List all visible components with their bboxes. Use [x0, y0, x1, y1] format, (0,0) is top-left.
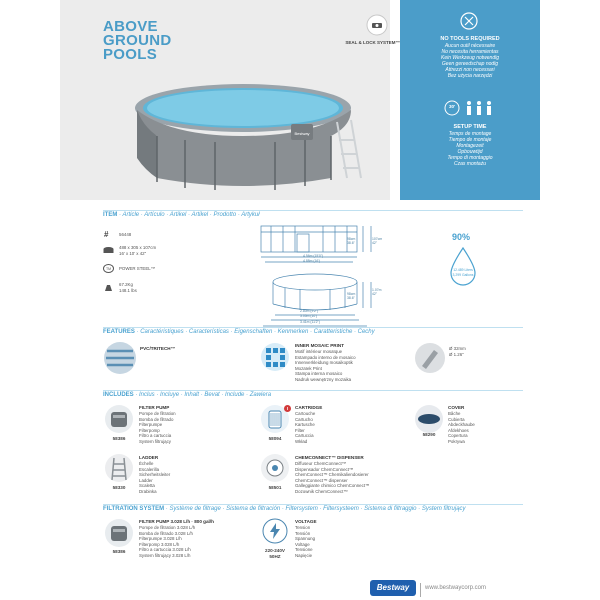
- chem-code: 58501: [268, 485, 282, 490]
- capacity-metric: 12.489 Liters: [453, 268, 473, 272]
- voltage-heading: VOLTAGE: [295, 519, 317, 524]
- filter-line: Pompe de filtration: [139, 411, 176, 416]
- voltage-line: Voltage: [295, 541, 310, 547]
- filtration-pump-translations: [139, 525, 195, 559]
- ladder-line: Drabinka: [139, 488, 157, 494]
- features-rule: [103, 327, 523, 328]
- filter-pump-icon: [104, 404, 134, 434]
- filtration-pump-line: Filtro a cartuccia 3.028 L/h: [139, 547, 191, 553]
- mosaic-translations: [295, 349, 356, 383]
- pipe-diameter-in: Ø 1.26": [449, 352, 464, 357]
- mosaic-line: Motif intérieur mosaïque: [295, 349, 343, 354]
- includes-rule: [103, 390, 523, 391]
- svg-text:TM: TM: [105, 267, 112, 271]
- cartridge-translations: [295, 411, 315, 445]
- size-metric: 488 x 305 x 107cm: [119, 245, 157, 250]
- cover-line: Afdekhoes: [448, 427, 469, 433]
- weight-imperial: 148.1 lbs: [119, 288, 137, 293]
- footer-divider: [420, 583, 421, 597]
- chem-translations: [295, 461, 369, 495]
- item-heading: ITEM: [103, 212, 118, 218]
- cover-line: Abdeckhaube: [448, 422, 475, 428]
- setup-line: Temps de montage: [448, 131, 492, 137]
- voltage-translations: [295, 525, 315, 559]
- no-tools-icon: [460, 12, 478, 30]
- includes-section-header: [103, 392, 271, 398]
- voltage-line: Spannung: [295, 536, 316, 542]
- filtration-heading: FILTRATION SYSTEM: [103, 506, 165, 512]
- cartridge-line: Cartucho: [295, 416, 313, 422]
- filtration-pump-line: Bomba de filtrado 3.028 L/h: [139, 530, 193, 536]
- filtration-rule: [103, 504, 523, 505]
- voltage-value: 220-240V: [265, 548, 285, 553]
- filter-line: System filtrujący: [139, 438, 171, 444]
- filter-line: Filterpomp: [139, 427, 160, 433]
- hero-title: [103, 20, 243, 62]
- setup-line: Tempo di montaggio: [447, 155, 493, 161]
- chem-line: ChemConnect™ Chemikaliendosierer: [295, 472, 369, 478]
- frame-type: POWER STEEL™: [119, 266, 156, 271]
- hash-icon: #: [104, 230, 109, 239]
- svg-text:Bestway: Bestway: [294, 131, 310, 136]
- mosaic-heading: INNER MOSAIC PRINT: [295, 343, 345, 348]
- includes-translations: · Inclus · Incluye · Inhalt · Bevat · Include · Zawiera: [135, 392, 272, 398]
- seal-label: SEAL & LOCK SYSTEM™: [345, 40, 400, 45]
- mosaic-line: Innenverkleidung mosaikoptik: [295, 360, 353, 366]
- title-line-2: GROUND: [103, 32, 172, 49]
- filtration-pump-code: 58386: [112, 549, 126, 554]
- no-tools-line: Aucun outil nécessaire: [444, 43, 496, 49]
- dim-side-h: 1.07m: [372, 288, 382, 292]
- cover-heading: COVER: [448, 405, 465, 410]
- cartridge-line: Wkład: [295, 438, 308, 444]
- size-imperial: 16' x 10' x 42": [119, 251, 147, 256]
- title-line-1: ABOVE: [103, 18, 158, 35]
- setup-time-value: 30': [448, 104, 456, 109]
- cover-line: Bâche: [448, 411, 461, 416]
- item-rule: [103, 210, 523, 211]
- filter-line: Filtro a cartuccia: [139, 433, 172, 439]
- ladder-code: 58330: [112, 485, 126, 490]
- cover-code: 58290: [422, 432, 436, 437]
- water-drop-icon: [446, 246, 480, 286]
- cover-line: Copertura: [448, 433, 468, 439]
- setup-heading: SETUP TIME: [453, 124, 487, 130]
- chem-line: Dozownik ChemConnect™: [295, 488, 348, 494]
- filtration-pump-icon: [104, 518, 134, 548]
- pipe-diameter-mm: Ø 32mm: [449, 346, 466, 351]
- title-line-3: POOLS: [103, 46, 158, 63]
- cover-translations: [448, 411, 475, 445]
- item-section-header: [103, 212, 260, 218]
- dim-top-w2: 4.88m (16'): [303, 259, 321, 263]
- chem-dispenser-icon: [260, 453, 290, 483]
- cover-line: Pokrywa: [448, 438, 465, 444]
- ladder-line: Sicherheitsleiter: [139, 472, 171, 478]
- dim-top-h: 107cm: [372, 237, 383, 241]
- dimensions-icon: [103, 246, 114, 255]
- dim-top-h2: 98cm: [347, 237, 356, 241]
- cartridge-code: 58094: [268, 436, 282, 441]
- pipe-diameter-icon: [414, 342, 446, 374]
- filter-code: 58386: [112, 436, 126, 441]
- filtration-section-header: [103, 506, 466, 512]
- ladder-line: Échelle: [139, 461, 154, 466]
- dim-side-w2: 3.05m (10'): [300, 314, 318, 318]
- filtration-pump-heading: FILTER PUMP 3.028 L/h · 800 gal/h: [139, 519, 214, 524]
- includes-heading: INCLUDES: [103, 392, 134, 398]
- cartridge-type-badge: I: [284, 405, 291, 412]
- ladder-heading: LADDER: [139, 455, 159, 460]
- capacity-imperial: 3,299 Gallons: [452, 273, 474, 277]
- pool-image: [115, 78, 415, 196]
- cartridge-line: Cartuccia: [295, 433, 314, 439]
- feature-pvc: PVC/TRITECH™: [140, 346, 176, 351]
- setup-line: Czas montażu: [454, 161, 486, 167]
- seal-lock-icon: [366, 14, 388, 36]
- fill-percent: 90%: [452, 232, 471, 242]
- info-box: [400, 0, 540, 200]
- no-tools-line: Kein Werkzeug notwendig: [441, 55, 499, 61]
- setup-line: Montagezeit: [456, 143, 484, 149]
- cover-icon: [414, 404, 444, 434]
- chem-line: ChemConnect™ dispenser: [295, 477, 348, 483]
- cartridge-line: Cartouche: [295, 411, 316, 416]
- voltage-icon: [262, 518, 288, 544]
- cartridge-line: Filter: [295, 427, 305, 433]
- dim-top-w1: 4.56m (15'0"): [303, 254, 324, 258]
- filter-line: Filterpumpe: [139, 422, 163, 428]
- chem-line: Galleggiante chimico ChemConnect™: [295, 483, 370, 489]
- mosaic-line: Mozaïek Print: [295, 365, 322, 371]
- filtration-pump-line: System filtrujący 3.028 L/h: [139, 552, 191, 558]
- weight-icon: [103, 283, 114, 292]
- item-code: 56448: [119, 232, 132, 237]
- frame-icon: [103, 264, 114, 273]
- filtration-translations: · Système de filtrage · Sistema de filtración · Filtersystem · Filtersysteem · Sistema di filtraggio · System filtrujący: [165, 506, 466, 512]
- dim-side-h-in: 42": [372, 292, 377, 296]
- dim-top-h2-in: 38.6": [347, 241, 355, 245]
- ladder-line: Ladder: [139, 477, 153, 483]
- chem-heading: CHEMCONNECT™ DISPENSER: [295, 455, 364, 460]
- filter-translations: [139, 411, 176, 445]
- ladder-line: Scaletta: [139, 483, 155, 489]
- dim-side-h2-in: 38.6": [347, 296, 355, 300]
- cartridge-heading: CARTRIDGE: [295, 405, 323, 410]
- brand-logo: Bestway: [370, 580, 416, 596]
- filtration-pump-line: Filterpumpe 3.028 L/h: [139, 536, 182, 542]
- item-translations: · Article · Artículo · Artikel · Artikel · Prodotto · Artykuł: [119, 212, 260, 218]
- website-link[interactable]: www.bestwaycorp.com: [425, 585, 487, 591]
- no-tools-translations: [400, 43, 540, 79]
- mosaic-icon: [260, 342, 290, 372]
- filtration-pump-line: Pompe de filtration 3.028 L/h: [139, 525, 196, 530]
- frequency-value: 50HZ: [269, 554, 281, 559]
- setup-translations: [400, 131, 540, 167]
- dimension-drawing: [255, 222, 405, 334]
- no-tools-line: Geen gereedschap nodig: [441, 61, 499, 67]
- dim-side-h2: 98cm: [347, 292, 356, 296]
- chem-line: Dispensador ChemConnect™: [295, 466, 354, 472]
- voltage-line: Tension: [295, 525, 311, 530]
- features-translations: · Caractéristiques · Características · Eigenschaften · Kenmerken · Caratteristiche · Cechy: [136, 329, 375, 335]
- no-tools-line: Attrezzi non necessari: [445, 67, 495, 73]
- voltage-line: Napięcie: [295, 552, 313, 558]
- features-section-header: [103, 329, 375, 335]
- pvc-material-icon: [103, 341, 137, 375]
- no-tools-line: No necesita herramientas: [441, 49, 499, 55]
- voltage-line: Tensione: [295, 547, 313, 553]
- mosaic-line: Nadruk wewnętrzny mozaika: [295, 376, 352, 382]
- mosaic-line: Stampa interna mosaico: [295, 371, 343, 377]
- filtration-pump-line: Filterpomp 3.028 L/h: [139, 541, 180, 547]
- chem-line: Diffuseur ChemConnect™: [295, 461, 347, 466]
- setup-line: Tiempo de montaje: [448, 137, 492, 143]
- weight-metric: 67.2Kg: [119, 282, 133, 287]
- ladder-translations: [139, 461, 170, 495]
- features-heading: FEATURES: [103, 329, 135, 335]
- no-tools-line: Bez użycia narzędzi: [447, 73, 493, 79]
- filter-heading: FILTER PUMP: [139, 405, 170, 410]
- ladder-line: Escalerilla: [139, 466, 160, 472]
- ladder-icon: [104, 452, 134, 484]
- voltage-line: Tensión: [295, 530, 311, 536]
- no-tools-heading: NO TOOLS REQUIRED: [440, 36, 500, 42]
- cartridge-line: Kartusche: [295, 422, 315, 428]
- dim-side-w3: 3.41m (11'2"): [300, 320, 320, 324]
- dim-side-w1: 2.80m (9'2"): [300, 309, 319, 313]
- dim-top-h-in: 42": [372, 241, 377, 245]
- filter-line: Bomba de filtrado: [139, 416, 174, 422]
- setup-line: Opbouwtijd: [457, 149, 483, 155]
- cover-line: Cubierta: [448, 416, 465, 422]
- mosaic-line: Estampado interno de mosaico: [295, 354, 356, 360]
